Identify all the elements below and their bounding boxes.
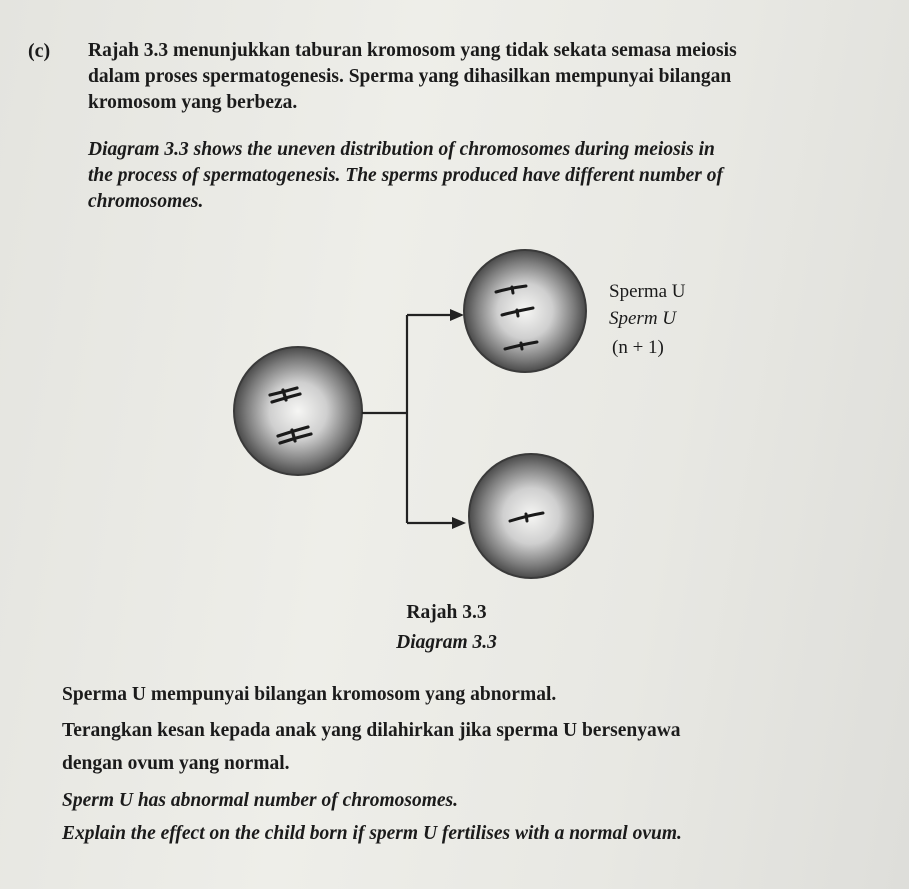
- question-malay-text: [88, 38, 868, 116]
- caption-english: Diagram 3.3: [396, 632, 497, 653]
- malay-line-1: Rajah 3.3 menunjukkan taburan kromosom yang tidak sekata semasa meiosis: [88, 40, 737, 61]
- parent-cell: [234, 347, 362, 475]
- sperm-u-cell: [464, 250, 586, 372]
- english-line-2: the process of spermatogenesis. The sperms produced have different number of: [88, 165, 723, 186]
- label-sperma-u: Sperma U: [609, 281, 686, 302]
- malay-line-3: kromosom yang berbeza.: [88, 92, 298, 113]
- malay-question-line-2: dengan ovum yang normal.: [62, 753, 290, 774]
- division-arrows: [362, 309, 466, 529]
- english-statement: Sperm U has abnormal number of chromosomes.: [62, 790, 459, 811]
- malay-question-line-1: Terangkan kesan kepada anak yang dilahirkan jika sperma U bersenyawa: [62, 720, 681, 741]
- english-line-3: chromosomes.: [88, 191, 204, 212]
- question-label: (c): [28, 40, 51, 62]
- sperm-cell-bottom: [469, 454, 593, 578]
- question-english-text: [88, 137, 868, 215]
- malay-question: [62, 714, 882, 780]
- caption-malay: Rajah 3.3: [406, 602, 487, 623]
- meiosis-diagram: [0, 240, 909, 600]
- english-line-1: Diagram 3.3 shows the uneven distribution of chromosomes during meiosis in: [88, 139, 715, 160]
- malay-line-2: dalam proses spermatogenesis. Sperma yang dihasilkan mempunyai bilangan: [88, 66, 732, 87]
- label-formula: (n + 1): [612, 337, 664, 358]
- english-question: Explain the effect on the child born if sperm U fertilises with a normal ovum.: [62, 823, 682, 844]
- label-sperm-u: Sperm U: [609, 308, 677, 329]
- malay-statement: Sperma U mempunyai bilangan kromosom yang abnormal.: [62, 684, 557, 705]
